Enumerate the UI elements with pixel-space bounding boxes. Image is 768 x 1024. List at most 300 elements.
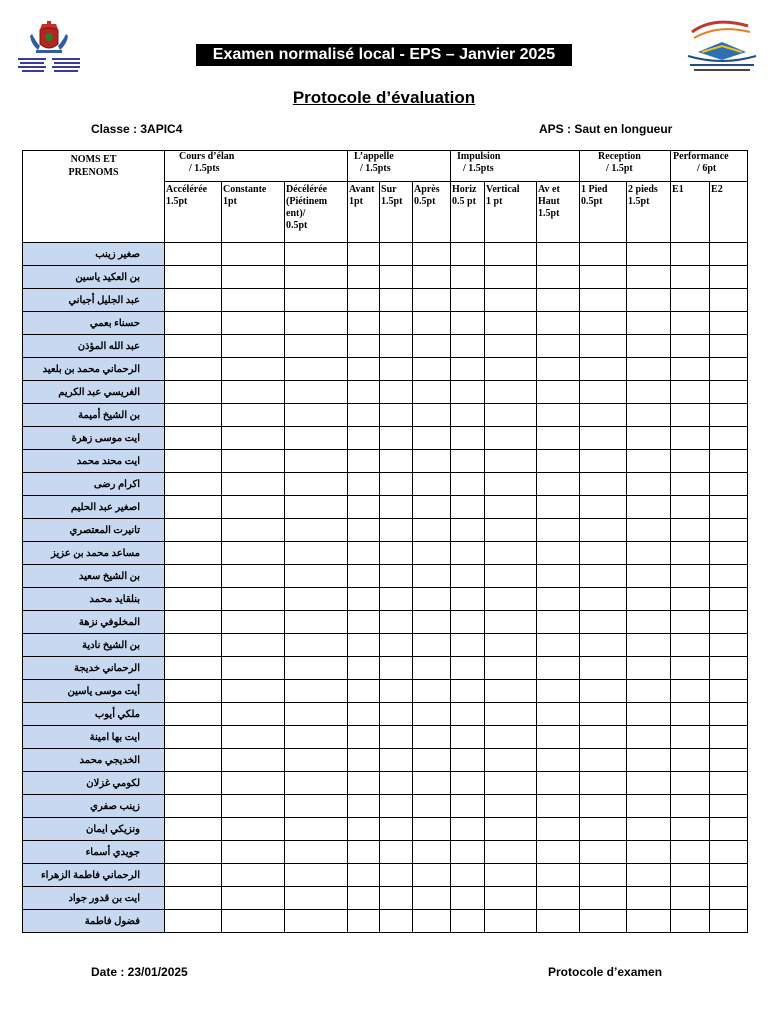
score-cell <box>348 289 380 312</box>
score-cell <box>451 749 485 772</box>
score-cell <box>165 611 222 634</box>
score-cell <box>285 496 348 519</box>
score-cell <box>380 542 413 565</box>
table-row <box>23 519 748 542</box>
score-cell <box>627 473 671 496</box>
student-name: الغريسي عبد الكريم <box>23 381 165 404</box>
score-cell <box>285 611 348 634</box>
score-cell <box>413 565 451 588</box>
score-cell <box>285 634 348 657</box>
student-name: اكرام رضى <box>23 473 165 496</box>
score-cell <box>222 657 285 680</box>
score-cell <box>413 680 451 703</box>
criterion-header: Horiz 0.5 pt <box>451 182 485 243</box>
table-row <box>23 841 748 864</box>
student-name: ايت بها امينة <box>23 726 165 749</box>
score-cell <box>580 726 627 749</box>
score-cell <box>485 473 537 496</box>
score-cell <box>537 266 580 289</box>
score-cell <box>627 910 671 933</box>
score-cell <box>222 680 285 703</box>
score-cell <box>380 565 413 588</box>
score-cell <box>285 473 348 496</box>
score-cell <box>348 887 380 910</box>
score-cell <box>451 703 485 726</box>
score-cell <box>413 749 451 772</box>
criterion-header: 1 Pied 0.5pt <box>580 182 627 243</box>
score-cell <box>165 726 222 749</box>
score-cell <box>348 588 380 611</box>
score-cell <box>222 864 285 887</box>
student-name: بن الشيخ أميمة <box>23 404 165 427</box>
exam-date: Date : 23/01/2025 <box>91 965 188 979</box>
score-cell <box>627 266 671 289</box>
score-cell <box>222 473 285 496</box>
score-cell <box>285 841 348 864</box>
score-cell <box>222 588 285 611</box>
score-cell <box>285 335 348 358</box>
score-cell <box>671 404 710 427</box>
score-cell <box>627 289 671 312</box>
score-cell <box>451 634 485 657</box>
score-cell <box>671 381 710 404</box>
score-cell <box>485 680 537 703</box>
score-cell <box>165 335 222 358</box>
score-cell <box>537 289 580 312</box>
score-cell <box>485 864 537 887</box>
score-cell <box>165 496 222 519</box>
score-cell <box>348 795 380 818</box>
score-cell <box>165 519 222 542</box>
score-cell <box>413 312 451 335</box>
score-cell <box>580 427 627 450</box>
score-cell <box>627 680 671 703</box>
score-cell <box>671 588 710 611</box>
table-row <box>23 289 748 312</box>
score-cell <box>671 243 710 266</box>
score-cell <box>222 243 285 266</box>
score-cell <box>380 657 413 680</box>
score-cell <box>710 335 748 358</box>
school-logo-icon <box>684 14 760 76</box>
score-cell <box>413 703 451 726</box>
score-cell <box>451 243 485 266</box>
table-row <box>23 542 748 565</box>
student-rows <box>23 243 748 933</box>
score-cell <box>451 818 485 841</box>
score-cell <box>627 312 671 335</box>
score-cell <box>451 795 485 818</box>
score-cell <box>451 519 485 542</box>
score-cell <box>580 473 627 496</box>
score-cell <box>537 335 580 358</box>
score-cell <box>580 611 627 634</box>
student-name: ايت محند محمد <box>23 450 165 473</box>
score-cell <box>380 473 413 496</box>
score-cell <box>627 749 671 772</box>
table-row <box>23 450 748 473</box>
score-cell <box>348 381 380 404</box>
score-cell <box>485 588 537 611</box>
score-cell <box>627 657 671 680</box>
score-cell <box>380 427 413 450</box>
table-row <box>23 887 748 910</box>
score-cell <box>451 588 485 611</box>
score-cell <box>485 427 537 450</box>
score-cell <box>537 818 580 841</box>
score-cell <box>627 404 671 427</box>
score-cell <box>485 450 537 473</box>
score-cell <box>627 887 671 910</box>
score-cell <box>710 542 748 565</box>
score-cell <box>537 588 580 611</box>
score-cell <box>285 680 348 703</box>
score-cell <box>580 703 627 726</box>
score-cell <box>537 611 580 634</box>
student-name: جويدي أسماء <box>23 841 165 864</box>
student-name: ملكي أيوب <box>23 703 165 726</box>
score-cell <box>627 588 671 611</box>
score-cell <box>537 749 580 772</box>
score-cell <box>222 289 285 312</box>
score-cell <box>627 427 671 450</box>
score-cell <box>671 312 710 335</box>
score-cell <box>380 381 413 404</box>
criterion-header: Av et Haut 1.5pt <box>537 182 580 243</box>
criterion-header: Accélérée 1.5pt <box>165 182 222 243</box>
score-cell <box>285 887 348 910</box>
score-cell <box>710 910 748 933</box>
score-cell <box>222 565 285 588</box>
score-cell <box>537 542 580 565</box>
score-cell <box>285 450 348 473</box>
score-cell <box>451 266 485 289</box>
score-cell <box>380 703 413 726</box>
score-cell <box>380 404 413 427</box>
criterion-header: Vertical 1 pt <box>485 182 537 243</box>
score-cell <box>537 381 580 404</box>
score-cell <box>580 910 627 933</box>
table-row <box>23 335 748 358</box>
score-cell <box>413 772 451 795</box>
score-cell <box>485 841 537 864</box>
score-cell <box>485 611 537 634</box>
score-cell <box>627 818 671 841</box>
aps-label: APS : Saut en longueur <box>539 122 673 136</box>
score-cell <box>413 335 451 358</box>
score-cell <box>348 496 380 519</box>
score-cell <box>348 519 380 542</box>
score-cell <box>413 588 451 611</box>
score-cell <box>485 565 537 588</box>
student-name: صغير زينب <box>23 243 165 266</box>
score-cell <box>451 335 485 358</box>
score-cell <box>485 358 537 381</box>
table-row <box>23 473 748 496</box>
score-cell <box>285 703 348 726</box>
score-cell <box>222 634 285 657</box>
score-cell <box>710 749 748 772</box>
score-cell <box>348 772 380 795</box>
score-cell <box>580 657 627 680</box>
table-row <box>23 565 748 588</box>
score-cell <box>413 726 451 749</box>
group-header-performance: Performance / 6pt <box>671 151 748 182</box>
score-cell <box>380 450 413 473</box>
score-cell <box>485 542 537 565</box>
score-cell <box>627 542 671 565</box>
score-cell <box>380 910 413 933</box>
score-cell <box>348 703 380 726</box>
score-cell <box>627 496 671 519</box>
score-cell <box>165 427 222 450</box>
student-name: الرحماني فاطمة الزهراء <box>23 864 165 887</box>
score-cell <box>580 450 627 473</box>
score-cell <box>671 542 710 565</box>
score-cell <box>451 887 485 910</box>
score-cell <box>451 450 485 473</box>
score-cell <box>710 726 748 749</box>
score-cell <box>380 726 413 749</box>
class-label: Classe : 3APIC4 <box>91 122 183 136</box>
exam-banner-title: Examen normalisé local - EPS – Janvier 2025 <box>196 44 572 66</box>
score-cell <box>710 657 748 680</box>
score-cell <box>580 565 627 588</box>
score-cell <box>222 496 285 519</box>
score-cell <box>165 634 222 657</box>
student-name: الرحماني خديجة <box>23 657 165 680</box>
table-row <box>23 749 748 772</box>
score-cell <box>537 841 580 864</box>
student-name: الرحماني محمد بن بلعيد <box>23 358 165 381</box>
score-cell <box>380 588 413 611</box>
group-header-impulsion: Impulsion / 1.5pts <box>451 151 580 182</box>
score-cell <box>580 818 627 841</box>
score-cell <box>413 496 451 519</box>
table-row <box>23 611 748 634</box>
score-cell <box>348 749 380 772</box>
score-cell <box>537 887 580 910</box>
score-cell <box>348 335 380 358</box>
score-cell <box>580 519 627 542</box>
criterion-header: E2 <box>710 182 748 243</box>
score-cell <box>671 335 710 358</box>
table-row <box>23 266 748 289</box>
score-cell <box>222 887 285 910</box>
score-cell <box>627 450 671 473</box>
score-cell <box>380 680 413 703</box>
table-row <box>23 588 748 611</box>
score-cell <box>627 381 671 404</box>
score-cell <box>285 657 348 680</box>
score-cell <box>165 887 222 910</box>
score-cell <box>710 841 748 864</box>
score-cell <box>451 496 485 519</box>
score-cell <box>485 772 537 795</box>
score-cell <box>348 404 380 427</box>
score-cell <box>580 266 627 289</box>
student-name: زينب صفري <box>23 795 165 818</box>
student-name: بن الشيخ سعيد <box>23 565 165 588</box>
score-cell <box>710 404 748 427</box>
score-cell <box>671 634 710 657</box>
score-cell <box>485 887 537 910</box>
score-cell <box>580 680 627 703</box>
score-cell <box>222 450 285 473</box>
score-cell <box>285 910 348 933</box>
table-row <box>23 864 748 887</box>
score-cell <box>413 611 451 634</box>
score-cell <box>165 588 222 611</box>
score-cell <box>285 588 348 611</box>
score-cell <box>451 312 485 335</box>
score-cell <box>537 772 580 795</box>
score-cell <box>580 335 627 358</box>
score-cell <box>348 243 380 266</box>
criterion-header: 2 pieds 1.5pt <box>627 182 671 243</box>
score-cell <box>671 657 710 680</box>
score-cell <box>710 381 748 404</box>
score-cell <box>285 772 348 795</box>
score-cell <box>710 519 748 542</box>
score-cell <box>165 657 222 680</box>
score-cell <box>413 795 451 818</box>
score-cell <box>348 427 380 450</box>
score-cell <box>710 358 748 381</box>
score-cell <box>380 358 413 381</box>
score-cell <box>348 818 380 841</box>
score-cell <box>380 519 413 542</box>
score-cell <box>413 404 451 427</box>
score-cell <box>348 634 380 657</box>
score-cell <box>485 726 537 749</box>
score-cell <box>348 450 380 473</box>
student-name: الخديجي محمد <box>23 749 165 772</box>
table-row <box>23 496 748 519</box>
criterion-header: E1 <box>671 182 710 243</box>
moroccan-coat-of-arms-icon <box>14 20 84 76</box>
score-cell <box>380 749 413 772</box>
score-cell <box>580 795 627 818</box>
score-cell <box>380 818 413 841</box>
score-cell <box>537 312 580 335</box>
score-cell <box>485 703 537 726</box>
table-row <box>23 680 748 703</box>
score-cell <box>413 542 451 565</box>
score-cell <box>671 565 710 588</box>
score-cell <box>451 726 485 749</box>
student-name: فضول فاطمة <box>23 910 165 933</box>
score-cell <box>222 749 285 772</box>
score-cell <box>285 381 348 404</box>
score-cell <box>710 611 748 634</box>
score-cell <box>451 841 485 864</box>
score-cell <box>165 818 222 841</box>
score-cell <box>165 680 222 703</box>
score-cell <box>580 404 627 427</box>
score-cell <box>710 795 748 818</box>
score-cell <box>413 473 451 496</box>
score-cell <box>285 427 348 450</box>
table-row <box>23 726 748 749</box>
header-row-groups <box>23 151 748 182</box>
score-cell <box>485 910 537 933</box>
score-cell <box>165 404 222 427</box>
student-name: بنلقايد محمد <box>23 588 165 611</box>
score-cell <box>222 841 285 864</box>
score-cell <box>671 887 710 910</box>
score-cell <box>485 496 537 519</box>
score-cell <box>380 266 413 289</box>
score-cell <box>710 887 748 910</box>
score-cell <box>413 841 451 864</box>
table-row <box>23 404 748 427</box>
student-name: ايت بن قدور جواد <box>23 887 165 910</box>
score-cell <box>485 634 537 657</box>
score-cell <box>165 772 222 795</box>
score-cell <box>222 772 285 795</box>
score-cell <box>413 358 451 381</box>
table-row <box>23 312 748 335</box>
score-cell <box>485 381 537 404</box>
score-cell <box>580 588 627 611</box>
score-cell <box>671 749 710 772</box>
score-cell <box>671 358 710 381</box>
score-cell <box>710 243 748 266</box>
score-cell <box>671 289 710 312</box>
score-cell <box>580 312 627 335</box>
student-name: لكومي غزلان <box>23 772 165 795</box>
score-cell <box>451 427 485 450</box>
score-cell <box>165 266 222 289</box>
score-cell <box>671 864 710 887</box>
score-cell <box>580 243 627 266</box>
score-cell <box>580 887 627 910</box>
criterion-header: Constante 1pt <box>222 182 285 243</box>
score-cell <box>222 358 285 381</box>
score-cell <box>348 473 380 496</box>
evaluation-table <box>22 150 748 933</box>
score-cell <box>165 243 222 266</box>
table-row <box>23 772 748 795</box>
score-cell <box>580 634 627 657</box>
score-cell <box>285 864 348 887</box>
score-cell <box>671 795 710 818</box>
score-cell <box>710 634 748 657</box>
score-cell <box>380 864 413 887</box>
score-cell <box>222 266 285 289</box>
score-cell <box>485 243 537 266</box>
score-cell <box>451 680 485 703</box>
score-cell <box>710 266 748 289</box>
score-cell <box>710 496 748 519</box>
score-cell <box>165 312 222 335</box>
score-cell <box>710 680 748 703</box>
score-cell <box>537 404 580 427</box>
score-cell <box>537 910 580 933</box>
score-cell <box>580 749 627 772</box>
score-cell <box>380 335 413 358</box>
score-cell <box>537 427 580 450</box>
table-row <box>23 818 748 841</box>
score-cell <box>710 450 748 473</box>
score-cell <box>380 887 413 910</box>
student-name: عبد الجليل أجباني <box>23 289 165 312</box>
score-cell <box>627 243 671 266</box>
score-cell <box>222 404 285 427</box>
score-cell <box>451 473 485 496</box>
score-cell <box>537 565 580 588</box>
